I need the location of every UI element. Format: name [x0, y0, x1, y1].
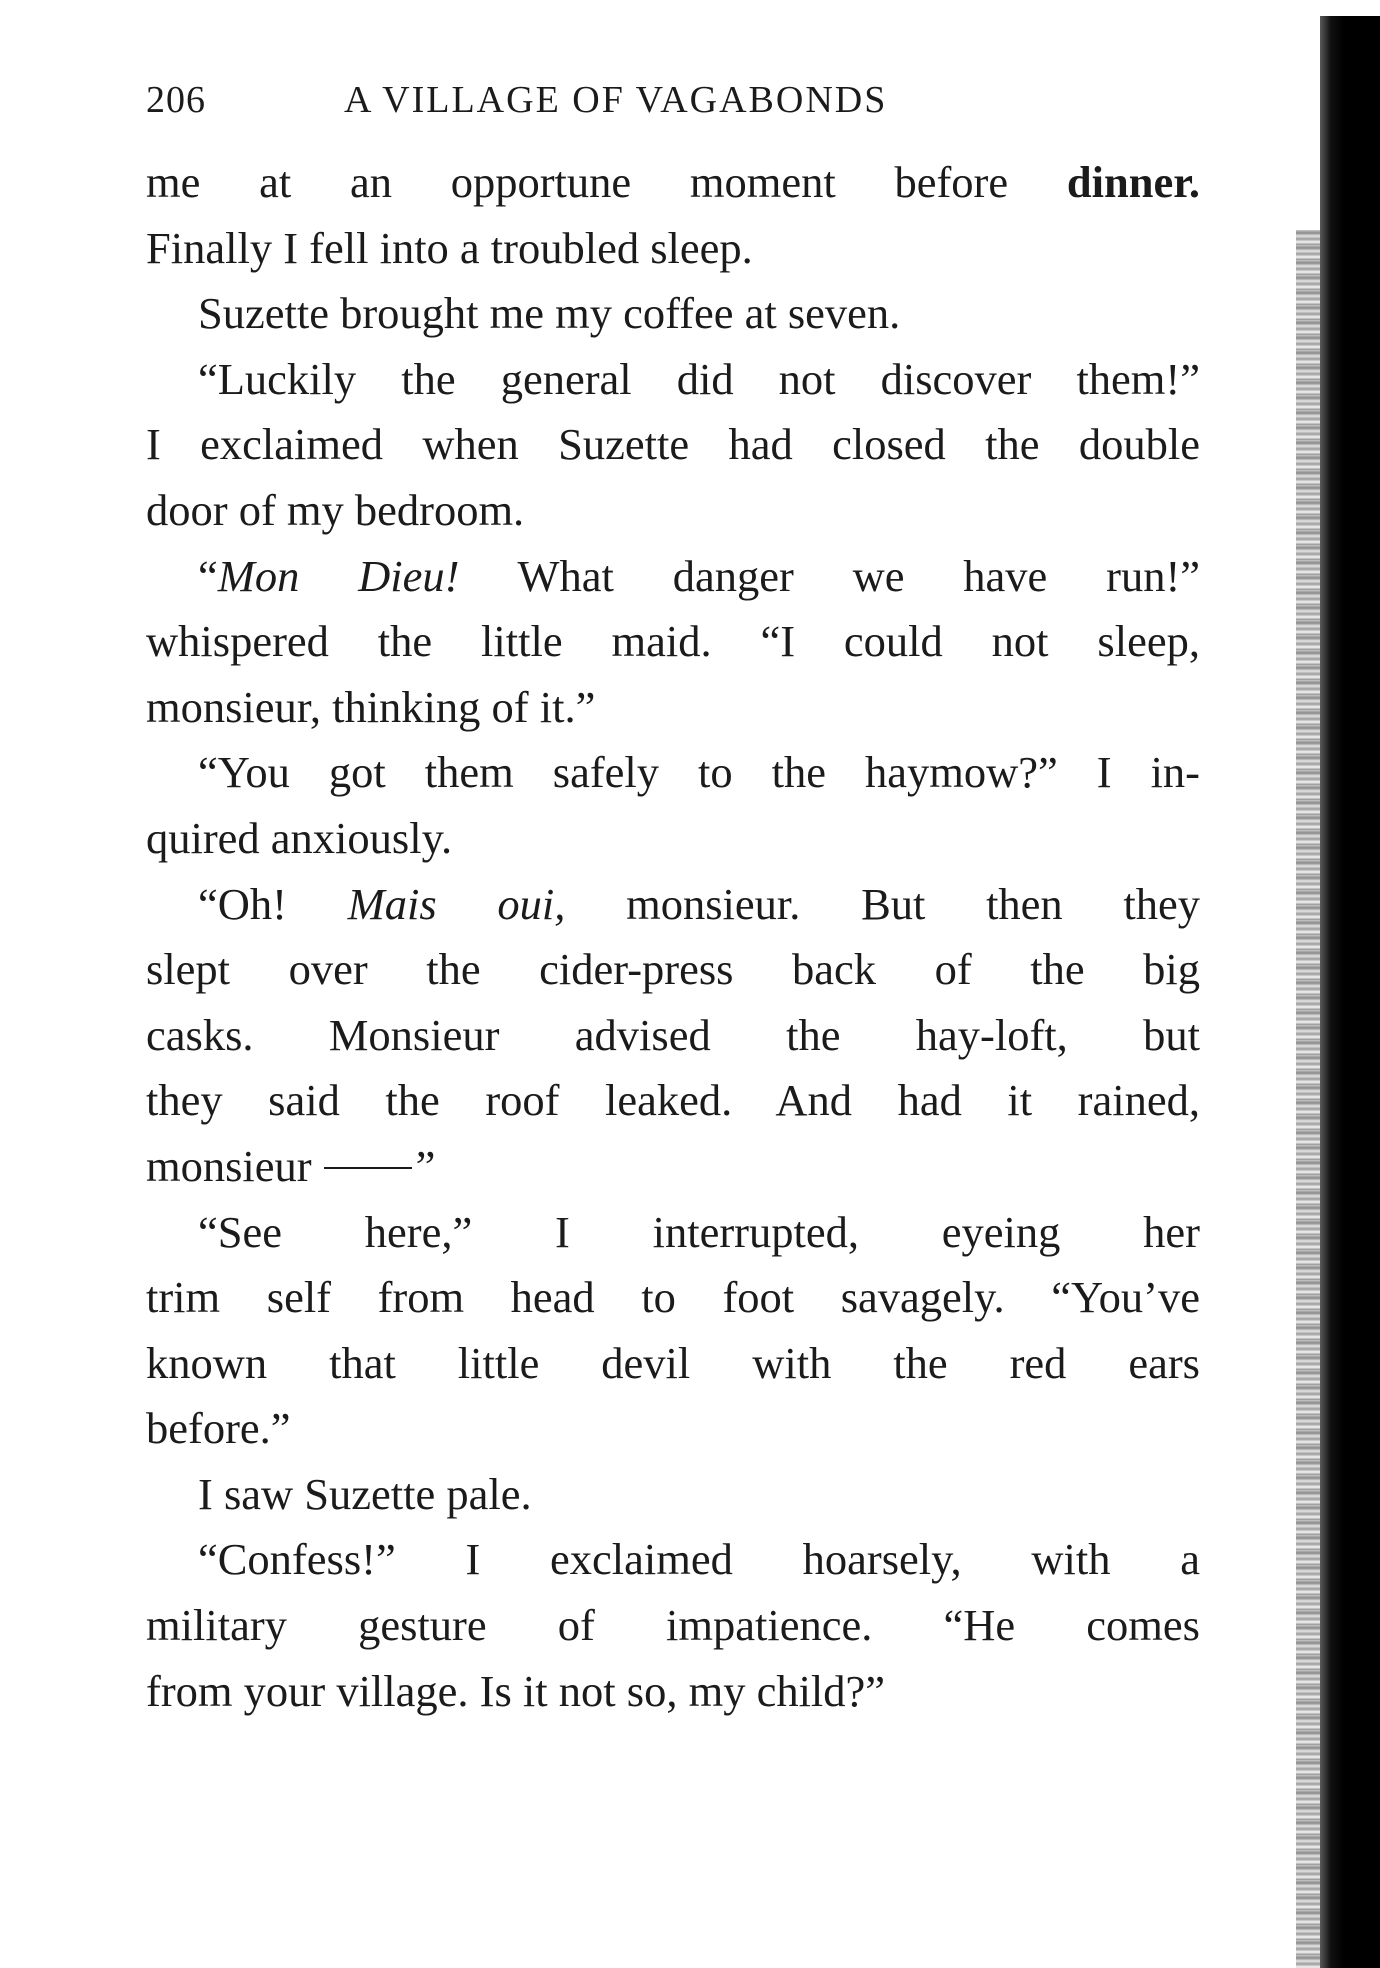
bold-word: dinner.	[1066, 157, 1201, 207]
em-dash-rule	[324, 1167, 412, 1169]
text-run: “Oh!	[198, 878, 287, 929]
text-line: whispered the little maid. “I could not sleep,	[146, 616, 1200, 667]
text-line: I saw Suzette pale.	[198, 1468, 532, 1519]
text-line	[146, 544, 1200, 610]
text-line: Finally I fell into a troubled sleep.	[146, 222, 753, 273]
text-line: they said the roof leaked. And had it rained,	[146, 1075, 1200, 1126]
text-line: military gesture of impatience. “He comes	[146, 1600, 1200, 1651]
text-line	[146, 872, 1200, 938]
text-line: door of my bedroom.	[146, 484, 525, 535]
book-gutter	[1320, 16, 1380, 1968]
text-line: I exclaimed when Suzette had closed the double	[146, 419, 1200, 470]
text-line	[146, 1134, 1200, 1200]
text-line: casks. Monsieur advised the hay-loft, but	[146, 1009, 1200, 1060]
italic-phrase: Mais oui,	[347, 878, 566, 929]
text-run: What danger we have run!”	[517, 550, 1201, 601]
text-line: “Luckily the general did not discover them!”	[198, 353, 1200, 404]
text-line: monsieur, thinking of it.”	[146, 681, 596, 732]
text-run: me at an opportune moment before	[146, 157, 1009, 207]
text-line: before.”	[146, 1403, 291, 1454]
text-run: monsieur	[146, 1140, 312, 1191]
text-line: Suzette brought me my coffee at seven.	[198, 288, 901, 339]
text-line	[146, 150, 1200, 216]
close-quote: ”	[415, 1140, 436, 1191]
page-number: 206	[146, 79, 206, 121]
text-run: monsieur. But then they	[626, 878, 1200, 929]
body-text	[146, 150, 1200, 1724]
text-line: “See here,” I interrupted, eyeing her	[198, 1206, 1200, 1257]
running-title: A VILLAGE OF VAGABONDS	[344, 79, 888, 121]
text-line: trim self from head to foot savagely. “You’ve	[146, 1272, 1200, 1323]
running-header	[146, 78, 1200, 128]
page-edge-shadow	[1296, 230, 1322, 1968]
text-line: “Confess!” I exclaimed hoarsely, with a	[198, 1534, 1200, 1585]
text-line: slept over the cider-press back of the big	[146, 944, 1200, 995]
open-quote: “	[198, 550, 218, 601]
text-line: “You got them safely to the haymow?” I in-	[198, 747, 1200, 798]
text-line: known that little devil with the red ears	[146, 1337, 1200, 1388]
text-line: quired anxiously.	[146, 812, 453, 863]
text-line: from your village. Is it not so, my child?”	[146, 1665, 886, 1716]
italic-phrase: Mon Dieu!	[217, 550, 460, 601]
